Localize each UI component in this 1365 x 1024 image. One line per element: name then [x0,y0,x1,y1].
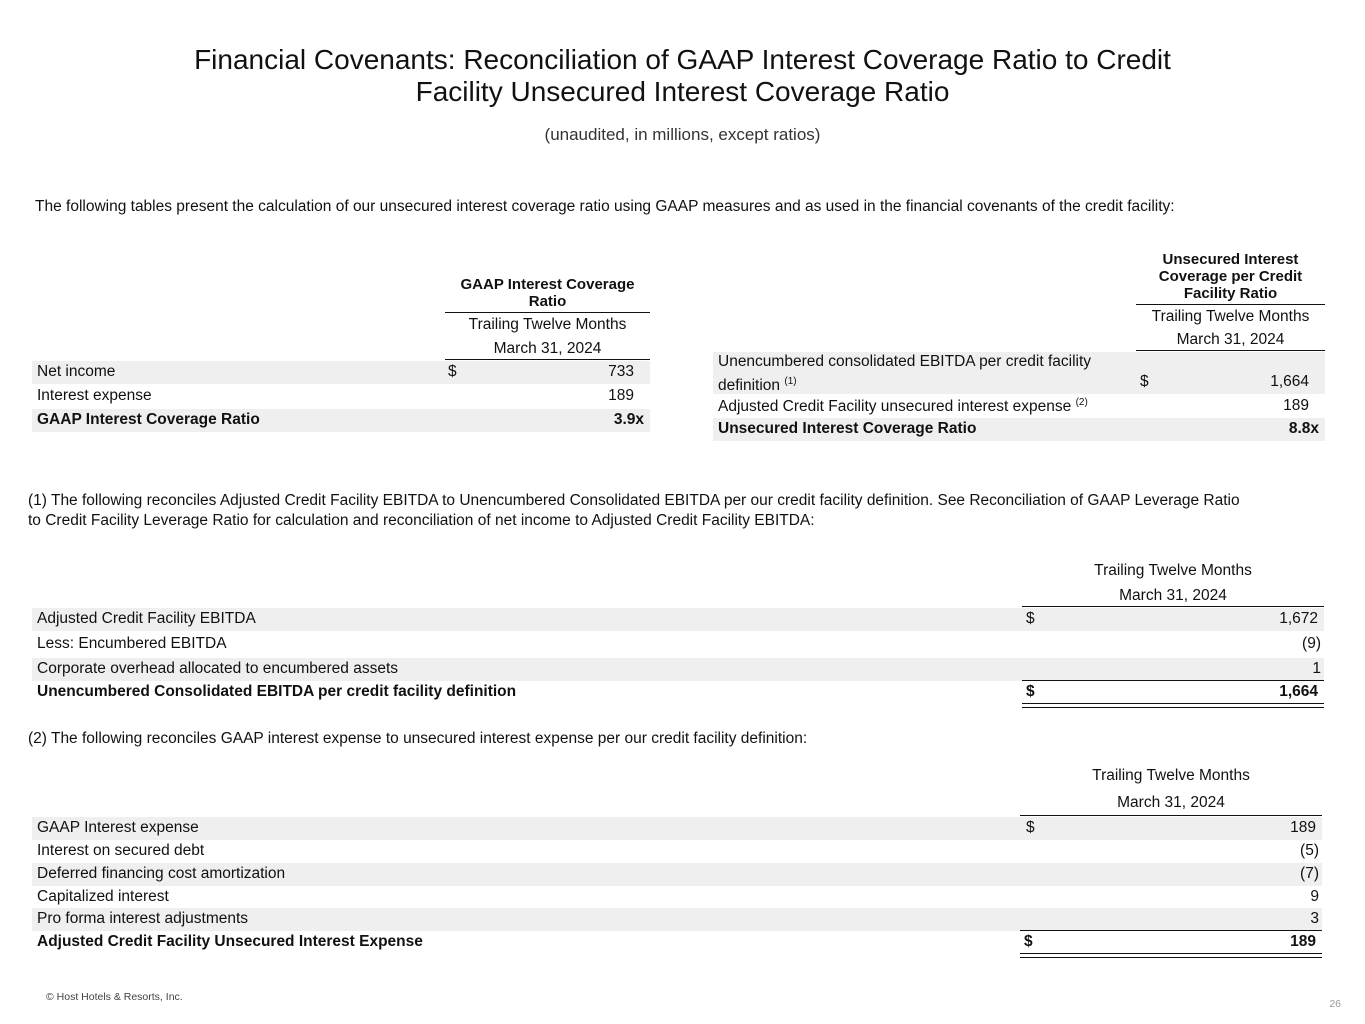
table-row-total [32,409,650,432]
credit-period-line1: Trailing Twelve Months [1151,308,1310,325]
row-value: (9) [1302,635,1321,652]
page-title-line2: Facility Unsecured Interest Coverage Ratio [415,76,950,107]
row-label: Deferred financing cost amortization [37,865,286,882]
row-value: 8.8x [1288,420,1319,437]
footnote-ref: (1) [784,376,797,387]
fn1-double-underline [1022,703,1324,708]
row-value: (5) [1300,842,1319,859]
row-value: 1 [1312,660,1321,677]
row-value: (7) [1300,865,1319,882]
intro-text: The following tables present the calculation of our unsecured interest coverage ratio using GAAP measures and as used in the financial covenants of the credit facility: [35,198,1175,215]
currency-symbol: $ [1026,610,1035,627]
fn2-period-line2: March 31, 2024 [1117,794,1225,811]
gaap-period-line1: Trailing Twelve Months [468,316,627,333]
footnote-1-line1: (1) The following reconciles Adjusted Credit Facility EBITDA to Unencumbered Consolidated EBITDA per our credit facility definition. See Reconciliation of GAAP Leverage Ratio [28,492,1240,509]
row-value: 9 [1310,888,1319,905]
table-row [713,395,1325,418]
row-label: Capitalized interest [37,888,169,905]
page-title [0,44,1365,108]
gaap-period-rule [445,359,650,360]
row-label: GAAP Interest expense [37,819,199,836]
footnote-ref: (2) [1075,397,1088,408]
page-title-line1: Financial Covenants: Reconciliation of GAAP Interest Coverage Ratio to Credit [194,44,1171,75]
table-row [32,886,1322,909]
row-value: 189 [608,387,634,404]
table-row [32,633,1324,656]
row-value: 189 [1290,819,1316,836]
row-label-line1: Unencumbered consolidated EBITDA per credit facility [718,353,1092,370]
row-value: 3.9x [613,411,644,428]
row-label: Unencumbered Consolidated EBITDA per credit facility definition [37,683,517,700]
row-value: 1,664 [1279,683,1318,700]
table-row-total [32,681,1324,704]
fn1-period-rule [1022,606,1324,607]
credit-table-heading: Unsecured Interest Coverage per Credit Facility Ratio [1158,251,1303,302]
row-value: 733 [608,363,634,380]
currency-symbol: $ [1140,373,1149,390]
fn2-double-underline [1020,953,1322,958]
currency-symbol: $ [1026,683,1035,700]
row-label: Interest on secured debt [37,842,205,859]
row-label [718,352,1091,396]
table-row [32,863,1322,886]
row-value: 3 [1310,910,1319,927]
row-label: GAAP Interest Coverage Ratio [37,411,260,428]
page-subtitle: (unaudited, in millions, except ratios) [544,125,821,144]
credit-period-rule [1136,350,1325,351]
table-row [32,908,1322,931]
table-row [32,817,1322,840]
row-value: 189 [1290,933,1316,950]
footnote-2-text: (2) The following reconciles GAAP interest expense to unsecured interest expense per our credit facility definition: [28,730,808,747]
row-label: Unsecured Interest Coverage Ratio [718,420,977,437]
row-label: Net income [37,363,116,380]
table-row-total [32,931,1322,954]
row-value: 1,672 [1279,610,1318,627]
table-row [32,385,650,408]
table-row [32,361,650,384]
table-row [32,608,1324,631]
row-value: 1,664 [1270,373,1309,390]
row-label-line2: definition [718,377,781,395]
page-number: 26 [1329,998,1341,1010]
footnote-1-line2: to Credit Facility Leverage Ratio for calculation and reconciliation of net income to Adjusted Credit Facility EBITDA: [28,512,815,529]
row-label [718,397,1088,416]
fn1-period-line2: March 31, 2024 [1119,587,1227,604]
row-label: Interest expense [37,387,152,404]
currency-symbol: $ [448,363,457,380]
fn1-period-line1: Trailing Twelve Months [1094,562,1252,579]
fn2-period-line1: Trailing Twelve Months [1092,767,1250,784]
row-label: Less: Encumbered EBITDA [37,635,227,652]
credit-heading-rule [1136,304,1325,305]
table-row [32,658,1324,681]
currency-symbol: $ [1024,933,1033,950]
row-value: 189 [1283,397,1309,414]
fn2-period-rule [1020,815,1322,816]
footnote-1-text [28,491,1240,531]
row-label: Adjusted Credit Facility EBITDA [37,610,256,627]
gaap-heading-rule [445,312,650,313]
gaap-table-heading: GAAP Interest Coverage Ratio [460,276,635,310]
table-row-total [713,418,1325,441]
table-row [713,352,1325,394]
table-row [32,840,1322,863]
row-label-text: Adjusted Credit Facility unsecured interest expense [718,398,1072,416]
currency-symbol: $ [1026,819,1035,836]
row-label: Corporate overhead allocated to encumbered assets [37,660,399,677]
row-label: Adjusted Credit Facility Unsecured Interest Expense [37,933,423,950]
gaap-period-line2: March 31, 2024 [493,340,602,357]
credit-period-line2: March 31, 2024 [1176,331,1285,348]
copyright: © Host Hotels & Resorts, Inc. [46,991,183,1003]
row-label: Pro forma interest adjustments [37,910,249,927]
